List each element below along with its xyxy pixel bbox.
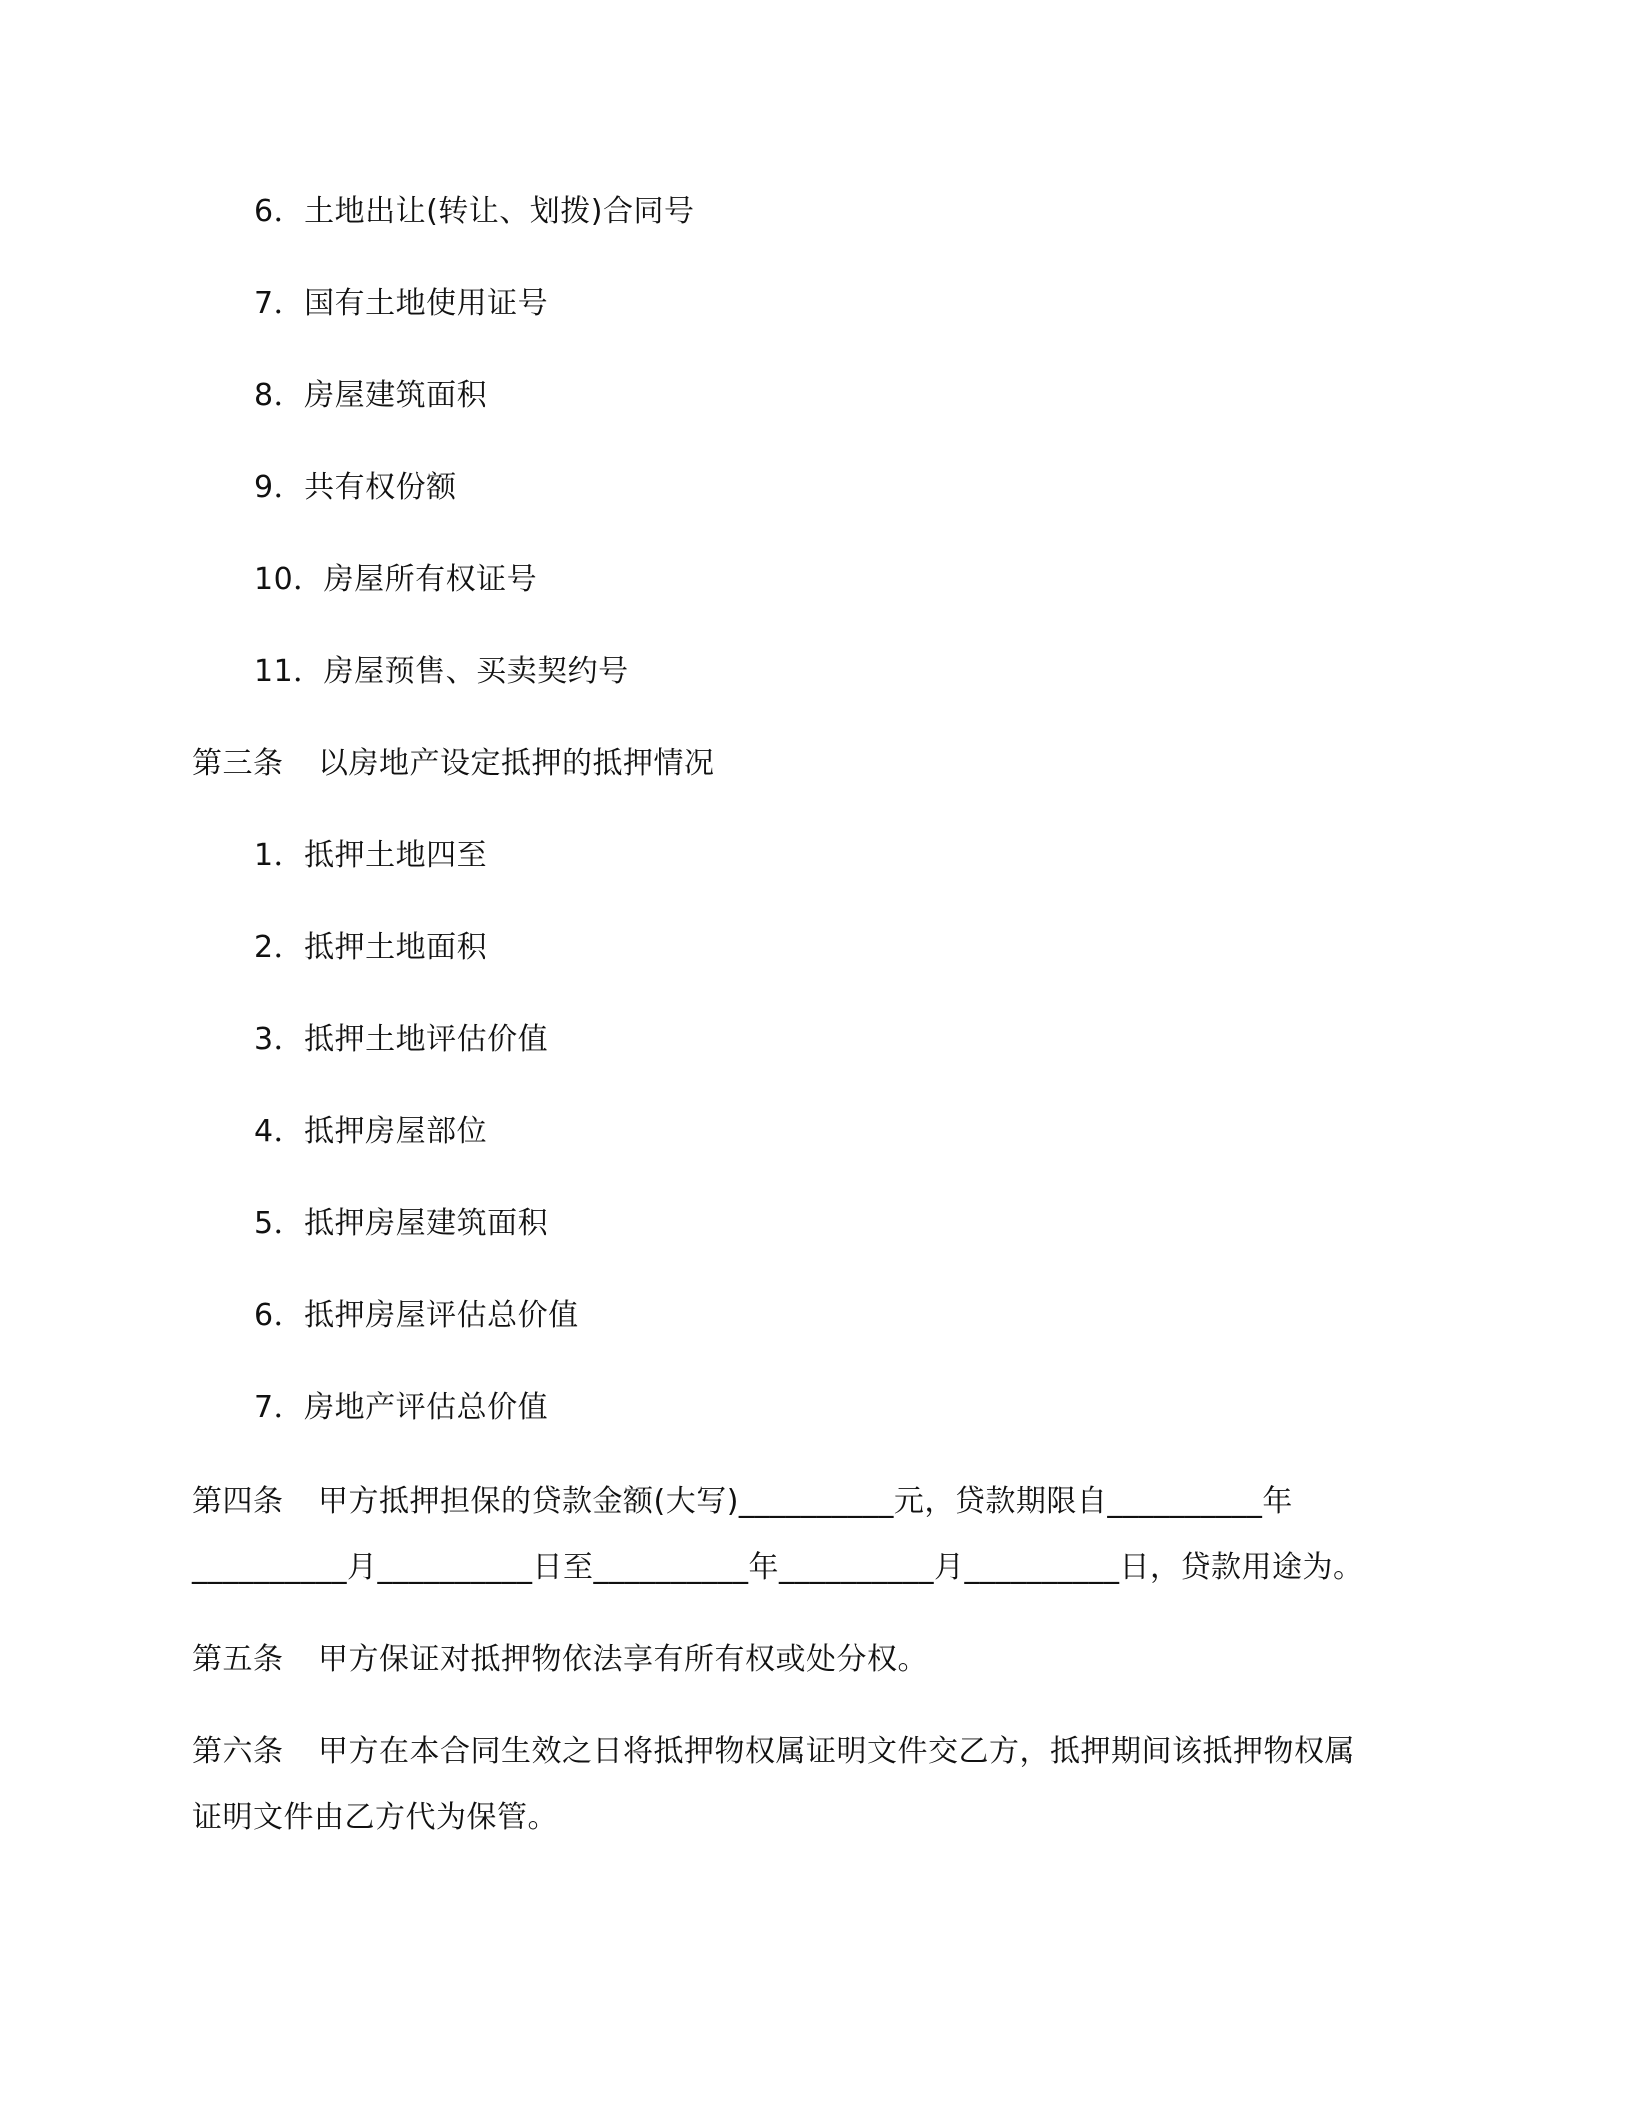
item-presale-contract-no: 11．房屋预售、买卖契约号 [254, 654, 629, 689]
item-mortgaged-house-area: 5．抵押房屋建筑面积 [254, 1206, 549, 1241]
item-land-transfer-contract-no: 6．土地出让(转让、划拨)合同号 [254, 194, 695, 229]
article-5-text: 甲方保证对抵押物依法享有所有权或处分权。 [318, 1642, 928, 1677]
article-3-heading [192, 744, 715, 784]
article-6-label: 第六条 [192, 1734, 284, 1769]
article-6-text-1: 甲方在本合同生效之日将抵押物权属证明文件交乙方，抵押期间该抵押物权属 [318, 1734, 1355, 1769]
article-4-line-1 [192, 1482, 1293, 1522]
article-6-line-1 [192, 1732, 1355, 1772]
article-6-line-2: 证明文件由乙方代为保管。 [192, 1800, 558, 1835]
article-3-label: 第三条 [192, 746, 284, 781]
item-mortgaged-land-area: 2．抵押土地面积 [254, 930, 488, 965]
item-house-ownership-certificate-no: 10．房屋所有权证号 [254, 562, 538, 597]
item-mortgaged-house-value: 6．抵押房屋评估总价值 [254, 1298, 579, 1333]
item-mortgaged-land-boundaries: 1．抵押土地四至 [254, 838, 488, 873]
item-mortgaged-house-location: 4．抵押房屋部位 [254, 1114, 488, 1149]
item-real-estate-total-value: 7．房地产评估总价值 [254, 1390, 549, 1425]
item-co-ownership-share: 9．共有权份额 [254, 470, 457, 505]
article-4-line-2: __________月__________日至__________年__________月__________日，贷款用途为。 [192, 1550, 1364, 1585]
article-5-label: 第五条 [192, 1642, 284, 1677]
article-4-text-1: 甲方抵押担保的贷款金额(大写)__________元，贷款期限自__________年 [318, 1484, 1293, 1519]
article-3-text: 以房地产设定抵押的抵押情况 [318, 746, 715, 781]
item-building-area: 8．房屋建筑面积 [254, 378, 488, 413]
item-land-use-certificate-no: 7．国有土地使用证号 [254, 286, 549, 321]
item-mortgaged-land-value: 3．抵押土地评估价值 [254, 1022, 549, 1057]
article-5 [192, 1640, 928, 1680]
article-4-label: 第四条 [192, 1484, 284, 1519]
